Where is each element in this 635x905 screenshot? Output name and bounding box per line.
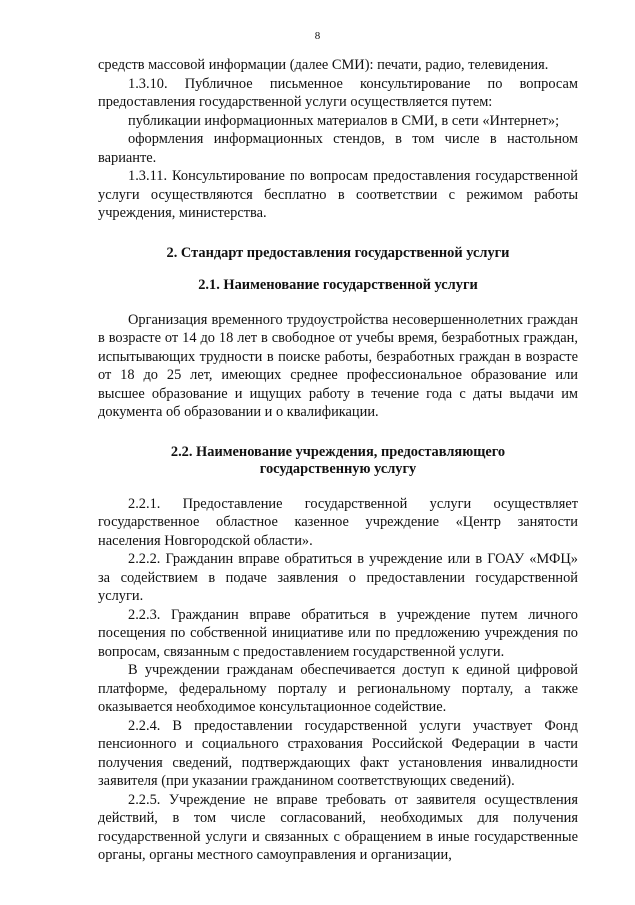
page-content: [98, 56, 578, 865]
paragraph-smi: средств массовой информации (далее СМИ): печати, радио, телевидения.: [98, 57, 549, 73]
paragraph-2-2-5: 2.2.5. Учреждение не вправе требовать от заявителя осуществления действий, в том числе согласований, необходимых для получения государственной услуги и связанных с обращением в иные государственные органы, органы местного самоуправления и организации,: [98, 791, 578, 863]
paragraph-digital-platform: В учреждении гражданам обеспечивается доступ к единой цифровой платформе, федеральному порталу и региональному порталу, а также оказывается необходимое консультационное содействие.: [98, 662, 578, 715]
paragraph-1-3-10: 1.3.10. Публичное письменное консультирование по вопросам предоставления государственной услуги осуществляется путем:: [98, 75, 578, 110]
paragraph-2-2-4: 2.2.4. В предоставлении государственной услуги участвует Фонд пенсионного и социального страхования Российской Федерации в части получения сведений, подтверждающих факт установления инвалидности заявителя (при указании гражданином соответствующих сведений).: [98, 717, 578, 789]
paragraph-stands: оформления информационных стендов, в том числе в настольном варианте.: [98, 131, 578, 166]
paragraph-publications: публикации информационных материалов в СМИ, в сети «Интернет»;: [128, 112, 560, 129]
section-2-1-heading: 2.1. Наименование государственной услуги: [198, 276, 478, 293]
paragraph-1-3-11: 1.3.11. Консультирование по вопросам предоставления государственной услуги осуществляются бесплатно в соответствии с режимом работы учреждения, министерства.: [98, 168, 578, 221]
paragraph-2-2-2: 2.2.2. Гражданин вправе обратиться в учреждение или в ГОАУ «МФЦ» за содействием в подаче заявления о предоставлении государственной услуги.: [98, 551, 578, 604]
paragraph-2-2-3: 2.2.3. Гражданин вправе обратиться в учреждение путем личного посещения по собственной инициативе или по предложению учреждения по вопросам, связанным с предоставлением государственной услуги.: [98, 606, 578, 660]
paragraph-2-2-1: 2.2.1. Предоставление государственной услуги осуществляет государственное областное казенное учреждение «Центр занятости населения Новгородской области».: [98, 495, 578, 549]
section-2-2-heading-line1: 2.2. Наименование учреждения, предоставляющего: [170, 443, 506, 460]
section-2-heading: 2. Стандарт предоставления государственной услуги: [166, 244, 510, 261]
section-2-1-text: Организация временного трудоустройства несовершеннолетних граждан в возрасте от 14 до 18 лет в свободное от учебы время, безработных граждан, испытывающих трудности в поиске работы, безработных граждан в возрасте от 18 до 25 лет, имеющих среднее профессиональное образование или высшее образование и ищущих работу в течение года с даты выдачи им документа об образовании и о квалификации.: [98, 311, 578, 420]
section-2-2-heading-line2: государственную услугу: [259, 460, 417, 477]
page-number: 8: [314, 30, 321, 42]
